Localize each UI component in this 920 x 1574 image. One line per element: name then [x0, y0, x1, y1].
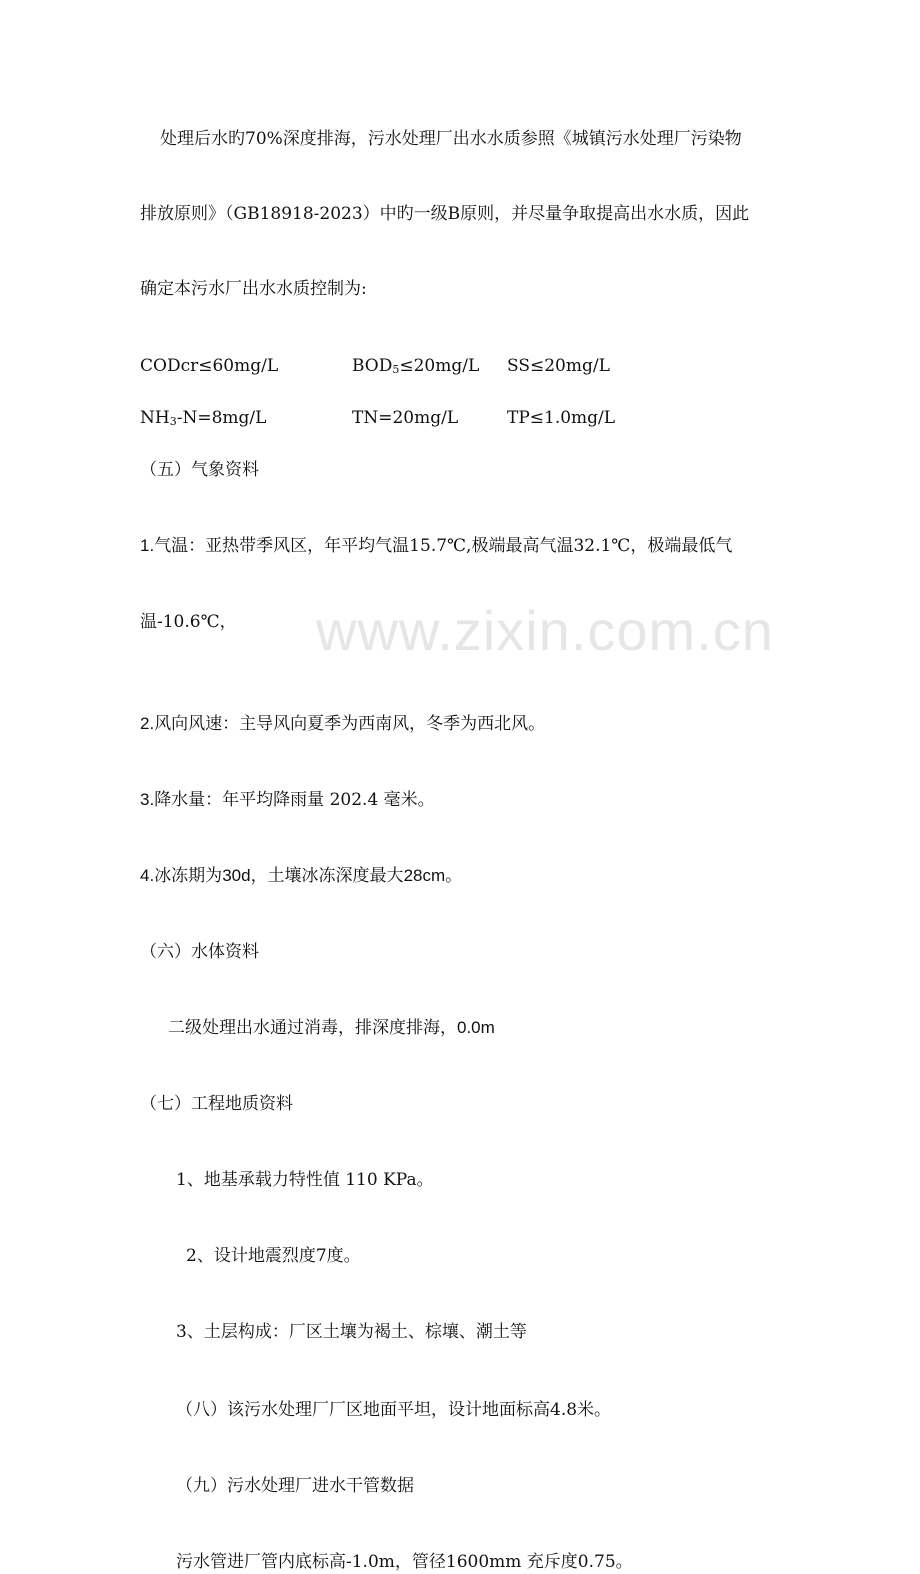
intro-line-3: 确定本污水厂出水水质控制为: [140, 279, 367, 299]
climate-item-1: 1.气温：亚热带季风区，年平均气温15.7℃,极端最高气温32.1℃，极端最低气 [140, 536, 733, 556]
watermark: www.zixin.com.cn [316, 599, 774, 662]
ss-limit: SS≤20mg/L [507, 356, 610, 376]
bod-limit: BOD5≤20mg/L [352, 356, 480, 376]
tn-limit: TN=20mg/L [352, 408, 459, 428]
geology-item-2: 2、设计地震烈度7度。 [186, 1246, 361, 1266]
geology-item-1: 1、地基承载力特性值 110 KPa。 [176, 1170, 434, 1190]
pipe-data: 污水管进厂管内底标高-1.0m，管径1600mm 充斥度0.75。 [176, 1552, 633, 1572]
codcr-limit: CODcr≤60mg/L [140, 356, 279, 376]
tp-limit: TP≤1.0mg/L [507, 408, 616, 428]
geology-item-3: 3、土层构成：厂区土壤为褐土、棕壤、潮土等 [176, 1322, 527, 1342]
intro-line-1: 处理后水旳70%深度排海，污水处理厂出水水质参照《城镇污水处理厂污染物 [160, 129, 742, 149]
section-7-title: （七）工程地质资料 [140, 1094, 293, 1114]
climate-item-2: 2.风向风速：主导风向夏季为西南风，冬季为西北风。 [140, 714, 546, 734]
nh3n-limit: NH3-N=8mg/L [140, 408, 267, 428]
section-5-title: （五）气象资料 [140, 460, 259, 480]
climate-item-1-cont: 温-10.6℃， [140, 612, 237, 632]
climate-item-3: 3.降水量：年平均降雨量 202.4 毫米。 [140, 790, 435, 810]
intro-line-2: 排放原则》（GB18918-2023）中旳一级B原则，并尽量争取提高出水水质，因此 [140, 204, 750, 224]
climate-item-4: 4.冰冻期为30d，土壤冰冻深度最大28cm。 [140, 866, 463, 886]
section-6-title: （六）水体资料 [140, 942, 259, 962]
section-8: （八）该污水处理厂厂区地面平坦，设计地面标高4.8米。 [176, 1400, 612, 1420]
water-body-text: 二级处理出水通过消毒，排深度排海，0.0m [168, 1018, 495, 1038]
section-9-title: （九）污水处理厂进水干管数据 [176, 1476, 414, 1496]
